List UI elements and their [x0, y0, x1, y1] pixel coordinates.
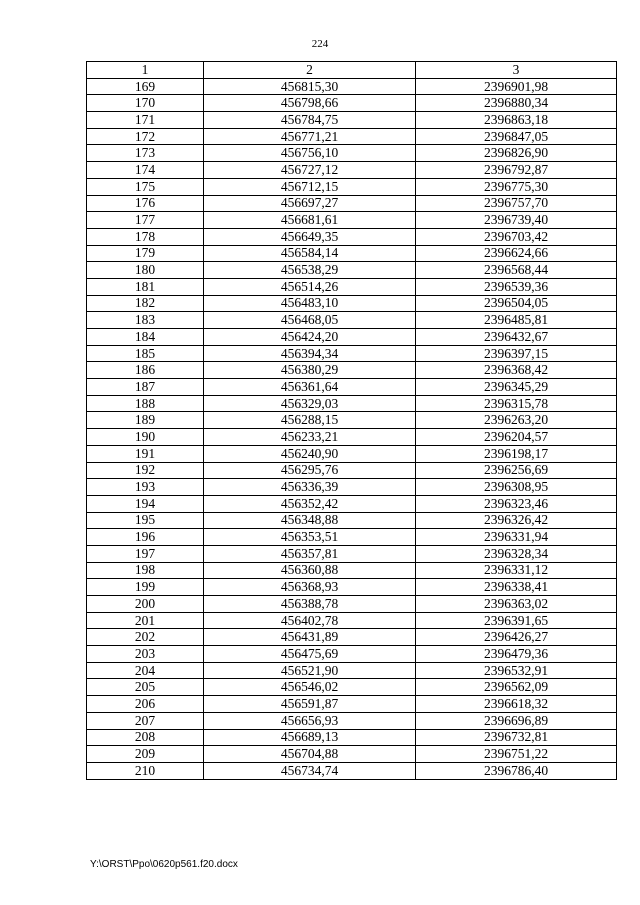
table-row: [87, 245, 617, 262]
table-cell: 2396363,02: [416, 596, 617, 613]
table-row: [87, 545, 617, 562]
page-number: 224: [311, 38, 329, 50]
table-row: [87, 78, 617, 95]
table-cell: 456360,88: [204, 562, 416, 579]
table-cell: 456468,05: [204, 312, 416, 329]
table-cell: 456591,87: [204, 696, 416, 713]
table-cell: 169: [87, 78, 204, 95]
table-cell: 196: [87, 529, 204, 546]
table-row: [87, 696, 617, 713]
table-cell: 2396880,34: [416, 95, 617, 112]
table-cell: 2396315,78: [416, 395, 617, 412]
table-cell: 456388,78: [204, 596, 416, 613]
table-cell: 2396703,42: [416, 228, 617, 245]
table-cell: 177: [87, 212, 204, 229]
table-cell: 456771,21: [204, 128, 416, 145]
table-cell: 456357,81: [204, 545, 416, 562]
table-cell: 2396338,41: [416, 579, 617, 596]
table-row: [87, 329, 617, 346]
table-cell: 456649,35: [204, 228, 416, 245]
column-header-1: 1: [87, 62, 204, 79]
table-body: [87, 78, 617, 779]
table-cell: 204: [87, 662, 204, 679]
table-row: [87, 679, 617, 696]
table-cell: 2396775,30: [416, 178, 617, 195]
table-cell: 2396901,98: [416, 78, 617, 95]
table-cell: 2396426,27: [416, 629, 617, 646]
table-cell: 456295,76: [204, 462, 416, 479]
table-cell: 179: [87, 245, 204, 262]
table-cell: 2396308,95: [416, 479, 617, 496]
table-cell: 178: [87, 228, 204, 245]
table-cell: 170: [87, 95, 204, 112]
table-cell: 190: [87, 429, 204, 446]
table-cell: 2396826,90: [416, 145, 617, 162]
table-row: [87, 295, 617, 312]
table-cell: 2396618,32: [416, 696, 617, 713]
table-cell: 456798,66: [204, 95, 416, 112]
table-cell: 456233,21: [204, 429, 416, 446]
table-cell: 2396504,05: [416, 295, 617, 312]
table-cell: 172: [87, 128, 204, 145]
table-cell: 2396539,36: [416, 278, 617, 295]
table-row: [87, 596, 617, 613]
table-cell: 192: [87, 462, 204, 479]
table-cell: 200: [87, 596, 204, 613]
table-cell: 456681,61: [204, 212, 416, 229]
table-cell: 2396568,44: [416, 262, 617, 279]
table-row: [87, 512, 617, 529]
table-cell: 175: [87, 178, 204, 195]
table-cell: 185: [87, 345, 204, 362]
table-row: [87, 178, 617, 195]
table-cell: 456368,93: [204, 579, 416, 596]
table-cell: 456353,51: [204, 529, 416, 546]
table-cell: 456288,15: [204, 412, 416, 429]
table-cell: 2396792,87: [416, 162, 617, 179]
table-cell: 189: [87, 412, 204, 429]
table-cell: 456329,03: [204, 395, 416, 412]
table-row: [87, 529, 617, 546]
table-cell: 199: [87, 579, 204, 596]
table-cell: 183: [87, 312, 204, 329]
table-row: [87, 212, 617, 229]
table-row: [87, 362, 617, 379]
table-cell: 456240,90: [204, 445, 416, 462]
table-cell: 2396432,67: [416, 329, 617, 346]
table-cell: 210: [87, 762, 204, 779]
table-cell: 456352,42: [204, 495, 416, 512]
table-row: [87, 345, 617, 362]
table-cell: 184: [87, 329, 204, 346]
table-cell: 2396847,05: [416, 128, 617, 145]
table-cell: 188: [87, 395, 204, 412]
table-row: [87, 195, 617, 212]
table-cell: 205: [87, 679, 204, 696]
table-row: [87, 262, 617, 279]
table-cell: 456483,10: [204, 295, 416, 312]
table-cell: 456689,13: [204, 729, 416, 746]
table-cell: 456815,30: [204, 78, 416, 95]
table-row: [87, 379, 617, 396]
table-row: [87, 746, 617, 763]
table-cell: 2396532,91: [416, 662, 617, 679]
table-cell: 174: [87, 162, 204, 179]
table-row: [87, 762, 617, 779]
table-cell: 180: [87, 262, 204, 279]
table-cell: 187: [87, 379, 204, 396]
table-row: [87, 112, 617, 129]
coordinates-table: [86, 61, 617, 780]
table-row: [87, 95, 617, 112]
table-row: [87, 712, 617, 729]
table-cell: 2396732,81: [416, 729, 617, 746]
table-cell: 202: [87, 629, 204, 646]
table-row: [87, 495, 617, 512]
table-row: [87, 395, 617, 412]
table-cell: 2396198,17: [416, 445, 617, 462]
table-row: [87, 612, 617, 629]
table-cell: 456546,02: [204, 679, 416, 696]
table-cell: 195: [87, 512, 204, 529]
footer-file-path: Y:\ORST\Ppo\0620p561.f20.docx: [90, 859, 238, 870]
table-cell: 182: [87, 295, 204, 312]
table-cell: 2396328,34: [416, 545, 617, 562]
table-row: [87, 412, 617, 429]
table-cell: 2396331,94: [416, 529, 617, 546]
table-cell: 193: [87, 479, 204, 496]
table-cell: 198: [87, 562, 204, 579]
table-cell: 456361,64: [204, 379, 416, 396]
table-cell: 207: [87, 712, 204, 729]
table-row: [87, 445, 617, 462]
table-cell: 456538,29: [204, 262, 416, 279]
table-cell: 2396326,42: [416, 512, 617, 529]
table-cell: 203: [87, 646, 204, 663]
table-cell: 2396696,89: [416, 712, 617, 729]
table-cell: 173: [87, 145, 204, 162]
table-row: [87, 646, 617, 663]
table-cell: 2396757,70: [416, 195, 617, 212]
table-row: [87, 228, 617, 245]
table-row: [87, 278, 617, 295]
table-row: [87, 162, 617, 179]
table-cell: 456336,39: [204, 479, 416, 496]
table-row: [87, 145, 617, 162]
table-header-row: [87, 62, 617, 79]
table-cell: 456584,14: [204, 245, 416, 262]
table-cell: 2396397,15: [416, 345, 617, 362]
table-cell: 456402,78: [204, 612, 416, 629]
table-cell: 2396751,22: [416, 746, 617, 763]
table-cell: 194: [87, 495, 204, 512]
table-row: [87, 629, 617, 646]
table-cell: 2396624,66: [416, 245, 617, 262]
table-cell: 456424,20: [204, 329, 416, 346]
table-cell: 206: [87, 696, 204, 713]
table-row: [87, 562, 617, 579]
table-cell: 456697,27: [204, 195, 416, 212]
table-cell: 181: [87, 278, 204, 295]
table-cell: 186: [87, 362, 204, 379]
table-cell: 456348,88: [204, 512, 416, 529]
table-cell: 2396562,09: [416, 679, 617, 696]
table-cell: 2396263,20: [416, 412, 617, 429]
table-row: [87, 429, 617, 446]
table-cell: 2396479,36: [416, 646, 617, 663]
table-cell: 456514,26: [204, 278, 416, 295]
table-row: [87, 479, 617, 496]
table-cell: 456431,89: [204, 629, 416, 646]
table-cell: 2396368,42: [416, 362, 617, 379]
table-cell: 209: [87, 746, 204, 763]
table-cell: 2396323,46: [416, 495, 617, 512]
table-cell: 2396863,18: [416, 112, 617, 129]
table-cell: 456394,34: [204, 345, 416, 362]
table-row: [87, 579, 617, 596]
table-cell: 456704,88: [204, 746, 416, 763]
table-cell: 197: [87, 545, 204, 562]
table-cell: 208: [87, 729, 204, 746]
table-cell: 201: [87, 612, 204, 629]
table-cell: 456784,75: [204, 112, 416, 129]
table-cell: 456734,74: [204, 762, 416, 779]
table-cell: 456756,10: [204, 145, 416, 162]
table-cell: 2396331,12: [416, 562, 617, 579]
table-cell: 456475,69: [204, 646, 416, 663]
table-cell: 171: [87, 112, 204, 129]
table-cell: 2396256,69: [416, 462, 617, 479]
table-cell: 2396739,40: [416, 212, 617, 229]
table-row: [87, 312, 617, 329]
table-row: [87, 128, 617, 145]
table-cell: 2396786,40: [416, 762, 617, 779]
table-cell: 456727,12: [204, 162, 416, 179]
column-header-3: 3: [416, 62, 617, 79]
table-row: [87, 462, 617, 479]
table-cell: 2396391,65: [416, 612, 617, 629]
table-cell: 456521,90: [204, 662, 416, 679]
table-cell: 191: [87, 445, 204, 462]
table-cell: 456712,15: [204, 178, 416, 195]
table-cell: 2396204,57: [416, 429, 617, 446]
table-cell: 456656,93: [204, 712, 416, 729]
table-cell: 2396345,29: [416, 379, 617, 396]
table-cell: 2396485,81: [416, 312, 617, 329]
table-cell: 456380,29: [204, 362, 416, 379]
table-row: [87, 729, 617, 746]
table-cell: 176: [87, 195, 204, 212]
column-header-2: 2: [204, 62, 416, 79]
table-row: [87, 662, 617, 679]
